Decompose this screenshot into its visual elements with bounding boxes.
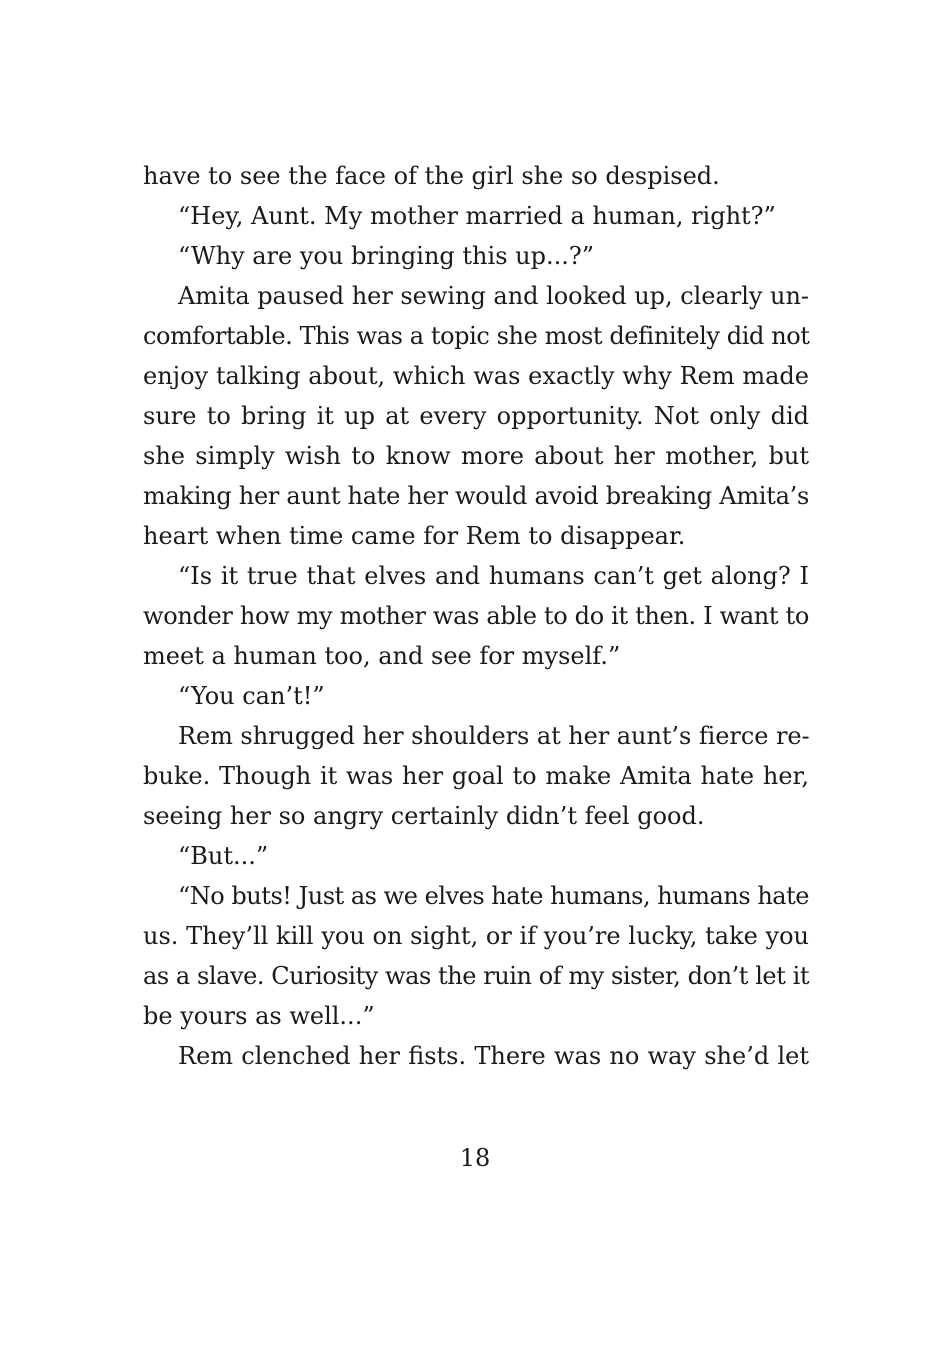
text-line: enjoy talking about, which was exactly why Rem made — [143, 362, 809, 390]
text-line: Rem shrugged her shoulders at her aunt’s fierce re- — [178, 722, 810, 750]
text-line: sure to bring it up at every opportunity. Not only did — [143, 402, 809, 430]
text-line: comfortable. This was a topic she most definitely did not — [143, 322, 810, 350]
text-line: “Hey, Aunt. My mother married a human, right?” — [178, 202, 776, 230]
text-line: be yours as well...” — [143, 1002, 375, 1030]
text-line: “Why are you bringing this up...?” — [178, 242, 594, 270]
text-line: as a slave. Curiosity was the ruin of my sister, don’t let it — [143, 962, 810, 990]
text-line: she simply wish to know more about her mother, but — [143, 442, 809, 470]
text-line: wonder how my mother was able to do it then. I want to — [143, 602, 809, 630]
text-line: Amita paused her sewing and looked up, clearly un- — [178, 282, 809, 310]
text-line: making her aunt hate her would avoid breaking Amita’s — [143, 482, 809, 510]
text-line: have to see the face of the girl she so despised. — [143, 162, 720, 190]
text-line: heart when time came for Rem to disappear. — [143, 522, 686, 550]
body-text — [143, 156, 809, 1076]
text-line: us. They’ll kill you on sight, or if you’re lucky, take you — [143, 922, 809, 950]
text-line: “Is it true that elves and humans can’t get along? I — [178, 562, 809, 590]
text-line: buke. Though it was her goal to make Amita hate her, — [143, 762, 809, 790]
text-line: seeing her so angry certainly didn’t feel good. — [143, 802, 705, 830]
text-line: Rem clenched her fists. There was no way she’d let — [178, 1042, 809, 1070]
text-line: “But...” — [178, 842, 269, 870]
text-line: “You can’t!” — [178, 682, 325, 710]
page-number: 18 — [459, 1144, 491, 1172]
text-line: “No buts! Just as we elves hate humans, humans hate — [178, 882, 810, 910]
text-line: meet a human too, and see for myself.” — [143, 642, 621, 670]
